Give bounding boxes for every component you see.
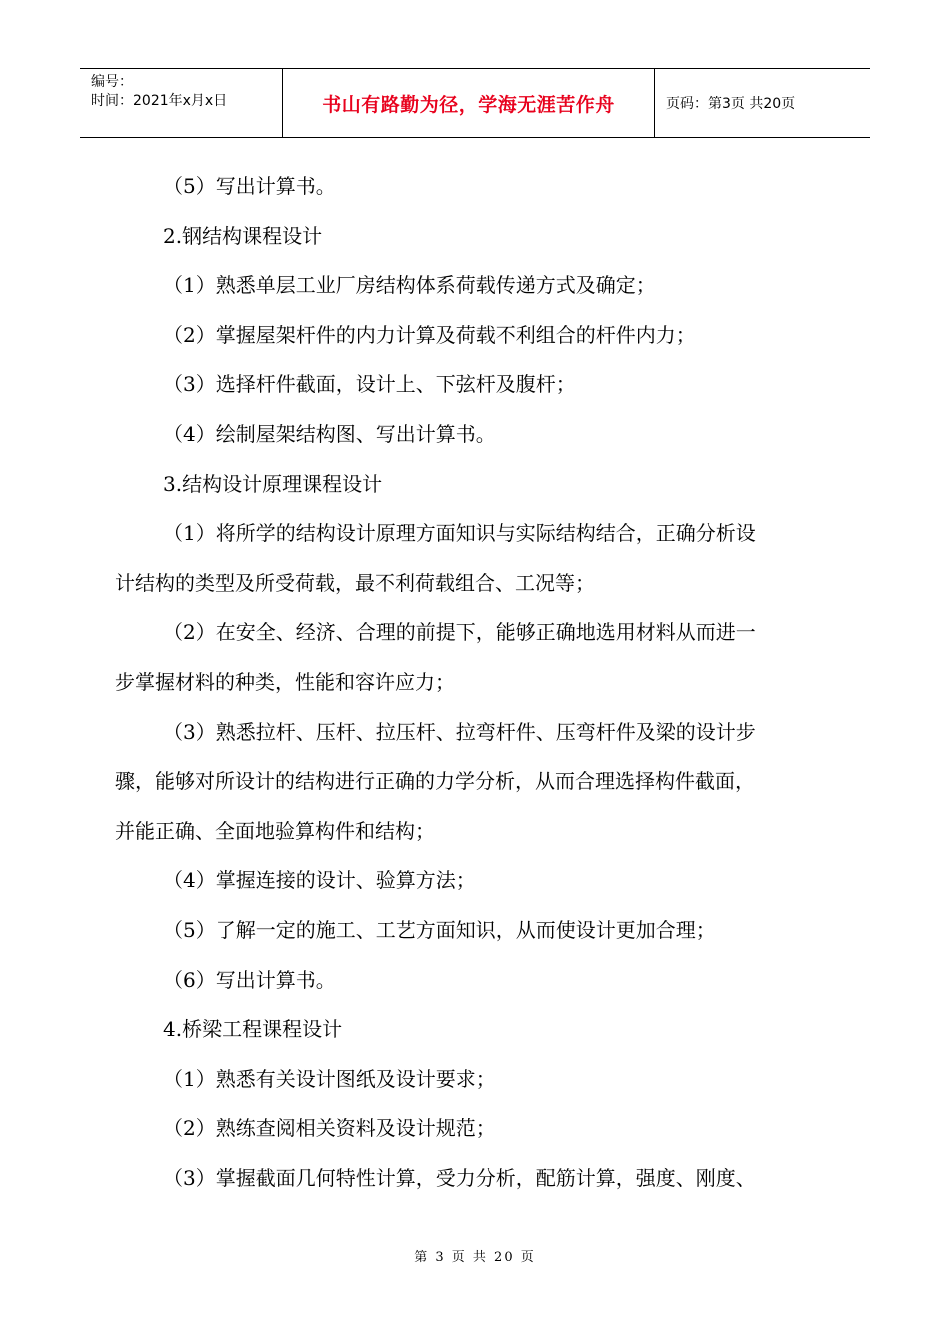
- body-line: （2）掌握屋架杆件的内力计算及荷载不利组合的杆件内力；: [163, 322, 696, 347]
- body-line: （3）熟悉拉杆、压杆、拉压杆、拉弯杆件、压弯杆件及梁的设计步: [163, 719, 756, 744]
- body-line: （3）选择杆件截面，设计上、下弦杆及腹杆；: [163, 372, 576, 397]
- body-line: （1）熟悉有关设计图纸及设计要求；: [163, 1066, 496, 1091]
- body-line: （5）写出计算书。: [163, 174, 336, 198]
- body-line: （3）掌握截面几何特性计算，受力分析，配筋计算，强度、刚度、: [163, 1165, 756, 1190]
- document-body: [115, 162, 840, 1203]
- page-header: [80, 68, 870, 138]
- body-line: （1）将所学的结构设计原理方面知识与实际结构结合，正确分析设: [163, 521, 756, 546]
- header-page-info: 页码：第3页 共20页: [666, 96, 796, 112]
- page-footer: 第 3 页 共 20 页: [414, 1250, 536, 1265]
- body-line: 步掌握材料的种类，性能和容许应力；: [115, 669, 455, 694]
- section-heading: 4.桥梁工程课程设计: [163, 1017, 343, 1042]
- header-meta: [80, 69, 283, 137]
- body-line: （4）掌握连接的设计、验算方法；: [163, 868, 476, 893]
- header-motto: 书山有路勤为径，学海无涯苦作舟: [283, 69, 655, 137]
- body-line: 计结构的类型及所受荷载，最不利荷载组合、工况等；: [115, 570, 595, 595]
- body-line: （6）写出计算书。: [163, 967, 336, 992]
- body-line: （2）熟练查阅相关资料及设计规范；: [163, 1116, 496, 1141]
- body-line: 并能正确、全面地验算构件和结构；: [115, 818, 435, 843]
- body-line: 骤，能够对所设计的结构进行正确的力学分析，从而合理选择构件截面，: [115, 769, 755, 794]
- body-line: （5）了解一定的施工、工艺方面知识，从而使设计更加合理；: [163, 917, 716, 942]
- body-line: （1）熟悉单层工业厂房结构体系荷载传递方式及确定；: [163, 273, 656, 298]
- section-heading: 3.结构设计原理课程设计: [163, 471, 383, 496]
- body-line: （2）在安全、经济、合理的前提下，能够正确地选用材料从而进一: [163, 620, 756, 645]
- header-time-label: 时间：2021年x月x日: [91, 93, 228, 109]
- section-heading: 2.钢结构课程设计: [163, 223, 323, 248]
- body-line: （4）绘制屋架结构图、写出计算书。: [163, 421, 496, 446]
- header-number-label: 编号：: [91, 74, 133, 90]
